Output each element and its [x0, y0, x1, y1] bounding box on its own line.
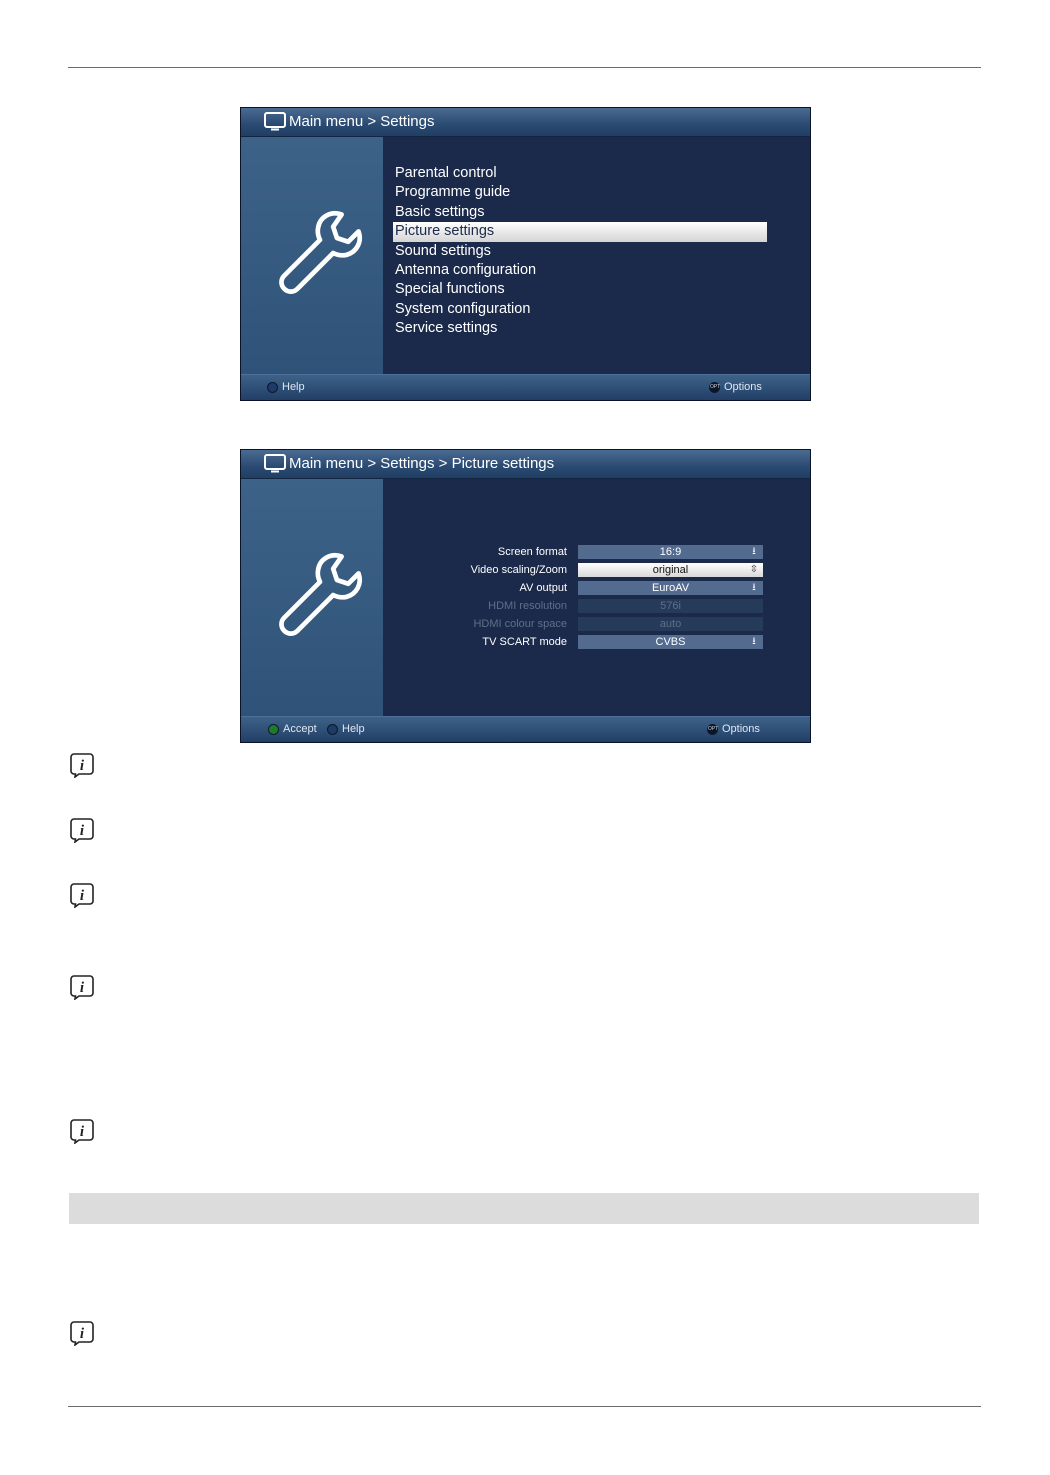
svg-text:i: i	[79, 823, 85, 839]
tv-icon	[264, 112, 286, 132]
help-button[interactable]	[327, 723, 365, 735]
help-button[interactable]	[267, 381, 305, 393]
svg-text:i: i	[79, 980, 85, 996]
setting-label: AV output	[519, 582, 567, 594]
options-label: Options	[722, 723, 760, 735]
setting-value: original	[652, 564, 689, 576]
sidebar	[241, 137, 383, 375]
footer-bar	[241, 716, 810, 742]
opt-key-icon: OPT	[707, 724, 718, 735]
screen-format-select[interactable]	[578, 545, 763, 559]
menu-item-sound-settings[interactable]: Sound settings	[395, 242, 491, 259]
setting-row-screen-format	[383, 544, 810, 562]
setting-row-tv-scart-mode	[383, 634, 810, 652]
menu-item-basic-settings[interactable]: Basic settings	[395, 203, 485, 220]
wrench-icon	[273, 207, 367, 301]
setting-row-av-output	[383, 580, 810, 598]
green-key-icon	[268, 724, 279, 735]
menu-item-system-configuration[interactable]: System configuration	[395, 300, 531, 317]
breadcrumb: Main menu > Settings > Picture settings	[289, 455, 555, 472]
wrench-icon	[273, 549, 367, 643]
info-icon	[69, 1118, 95, 1144]
tv-scart-mode-select[interactable]	[578, 635, 763, 649]
arrow-down-icon: ⭳	[752, 636, 756, 647]
setting-label: TV SCART mode	[482, 636, 567, 648]
options-label: Options	[724, 381, 762, 393]
setting-value: EuroAV	[651, 582, 690, 594]
setting-row-hdmi-colour-space	[383, 616, 810, 634]
options-button[interactable]	[707, 723, 760, 735]
setting-label: Screen format	[497, 546, 567, 558]
settings-menu	[393, 164, 767, 339]
svg-text:i: i	[79, 1326, 85, 1342]
select-toggle-icon: ⇳	[749, 564, 759, 575]
av-output-select[interactable]	[578, 581, 763, 595]
info-icon	[69, 817, 95, 843]
blue-key-icon	[327, 724, 338, 735]
menu-item-parental-control[interactable]: Parental control	[395, 165, 497, 181]
arrow-down-icon: ⭳	[752, 546, 756, 557]
settings-menu-screen	[240, 107, 811, 401]
setting-value: 576i	[660, 600, 681, 612]
accept-label: Accept	[283, 723, 317, 735]
setting-value: 16:9	[659, 546, 682, 558]
hdmi-resolution-select	[578, 599, 763, 613]
menu-item-antenna-configuration[interactable]: Antenna configuration	[395, 261, 537, 278]
footer-bar	[241, 374, 810, 400]
setting-value: auto	[659, 618, 682, 630]
sidebar	[241, 479, 383, 717]
menu-item-service-settings[interactable]: Service settings	[395, 320, 498, 337]
picture-settings-form	[383, 544, 810, 652]
section-heading-bar	[69, 1193, 979, 1224]
settings-panel	[383, 479, 810, 717]
svg-text:i: i	[79, 888, 85, 904]
page-header-rule	[68, 67, 981, 68]
menu-panel	[383, 137, 810, 375]
help-label: Help	[282, 381, 305, 393]
accept-button[interactable]	[268, 723, 317, 735]
blue-key-icon	[267, 382, 278, 393]
title-bar	[241, 450, 810, 479]
info-icon	[69, 882, 95, 908]
setting-label: HDMI resolution	[488, 600, 567, 612]
menu-item-picture-settings[interactable]: Picture settings	[393, 222, 767, 241]
setting-row-hdmi-resolution	[383, 598, 810, 616]
page-footer-rule	[68, 1406, 981, 1407]
arrow-down-icon: ⭳	[752, 582, 756, 593]
help-label: Help	[342, 723, 365, 735]
menu-item-special-functions[interactable]: Special functions	[395, 281, 505, 298]
opt-key-icon: OPT	[709, 382, 720, 393]
menu-item-programme-guide[interactable]: Programme guide	[395, 184, 511, 201]
setting-label: HDMI colour space	[473, 618, 567, 630]
video-scaling-select[interactable]	[578, 563, 763, 577]
info-icon	[69, 752, 95, 778]
info-icon	[69, 974, 95, 1000]
options-button[interactable]	[709, 381, 762, 393]
title-bar	[241, 108, 810, 137]
svg-text:i: i	[79, 758, 85, 774]
setting-row-video-scaling	[383, 562, 810, 580]
setting-value: CVBS	[655, 636, 686, 648]
setting-label: Video scaling/Zoom	[470, 564, 567, 576]
svg-text:i: i	[79, 1124, 85, 1140]
hdmi-colour-space-select	[578, 617, 763, 631]
info-icon	[69, 1320, 95, 1346]
breadcrumb: Main menu > Settings	[289, 113, 435, 130]
tv-icon	[264, 454, 286, 474]
picture-settings-screen	[240, 449, 811, 743]
